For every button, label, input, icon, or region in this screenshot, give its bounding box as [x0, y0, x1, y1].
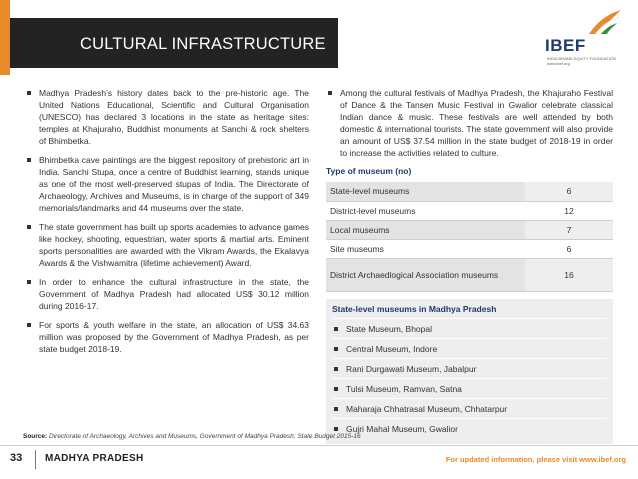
state-museums-list	[332, 318, 607, 438]
table-cell-value: 12	[564, 205, 574, 216]
table-cell-label: Local museums	[326, 220, 525, 239]
list-item: In order to enhance the cultural infrastructure in the state, the Government of Madhya Pradesh had allocated US$ 30.12 million during 2016-17.	[25, 276, 309, 312]
list-item: Central Museum, Indore	[332, 338, 607, 358]
source-text: Directorate of Archaeology, Archives and Museums, Government of Madhya Pradesh; State Budget 2015-16	[49, 433, 361, 440]
table-cell-label: State-level museums	[326, 182, 525, 201]
table-cell-value: 7	[525, 220, 613, 239]
list-item: The state government has built up sports academies to advance games like hockey, shooting, equestrian, water sports & martial arts. Eminent sports personalities are awarded with the Vikram Awards, the Ekalavya Awards & the Vishwamitra (lifetime achievement) Award.	[25, 221, 309, 269]
logo-wordmark: IBEF	[545, 36, 586, 55]
tricolor-bird-icon	[585, 8, 625, 36]
table-row	[326, 220, 613, 239]
page-title: CULTURAL INFRASTRUCTURE	[80, 35, 326, 53]
list-item: Maharaja Chhatrasal Museum, Chhatarpur	[332, 398, 607, 418]
footer-website-link[interactable]: For updated information, please visit www.ibef.org	[445, 455, 626, 464]
list-item: Madhya Pradesh’s history dates back to the pre-historic age. The United Nations Educational, Scientific and Cultural Organisation (UNESCO) has declared 3 locations in the state as heritage sites: temples at Khajuraho, Buddhist monuments at Sanchi & rock shelters of Bhimbetka.	[25, 87, 309, 147]
left-bullet-list	[25, 87, 309, 355]
list-item: State Museum, Bhopal	[332, 318, 607, 338]
table-cell-label: Site museums	[330, 243, 384, 254]
accent-bar	[0, 0, 10, 75]
table-row	[326, 258, 613, 291]
table-cell-value: 16	[525, 258, 613, 291]
list-item: Gujri Mahal Museum, Gwalior	[332, 418, 607, 438]
table-row	[326, 182, 613, 201]
table-row	[326, 239, 613, 258]
right-column	[326, 87, 613, 444]
museum-table-title: Type of museum (no)	[326, 166, 412, 176]
source-note	[23, 433, 361, 440]
footer-separator	[35, 450, 36, 469]
list-item: Among the cultural festivals of Madhya Pradesh, the Khajuraho Festival of Dance & the Tansen Music Festival in Gwalior celebrate classical Indian dance & music. These festivals are well attended by both domestic & international tourists. The state government will also provide an amount of US$ 37.54 million in the state budget of 2018-19 in order to increase the activities related to culture.	[326, 87, 613, 159]
page-number: 33	[10, 452, 23, 464]
table-cell-label: District Archaedlogical Association museums	[326, 258, 525, 291]
state-museums-box	[326, 299, 613, 444]
table-cell-label: District-level museums	[330, 205, 416, 216]
logo-tagline: INDIA BRAND EQUITY FOUNDATION www.ibef.org	[547, 56, 616, 66]
list-item: Rani Durgawati Museum, Jabalpur	[332, 358, 607, 378]
right-bullet-list	[326, 87, 613, 159]
state-museums-title: State-level museums in Madhya Pradesh	[332, 303, 497, 314]
list-item: Bhimbetka cave paintings are the biggest repository of prehistoric art in India. Sanchi Stupa, once a centre of Buddhist learning, stands unique as one of the most well-preserved stupas of India. The Directorate of Archaeology, Archives and Museums, is in charge of the support of 349 memorials/landmarks and 44 museums over the state.	[25, 154, 309, 214]
left-column	[25, 87, 309, 362]
table-cell-value: 6	[525, 182, 613, 201]
list-item: For sports & youth welfare in the state, an allocation of US$ 34.63 million was proposed by the Government of Madhya Pradesh, as per state budget 2018-19.	[25, 319, 309, 355]
footer-state-name: MADHYA PRADESH	[45, 453, 144, 464]
source-label: Source:	[23, 433, 48, 440]
table-row	[326, 201, 613, 220]
museum-type-table	[326, 182, 613, 292]
ibef-logo	[535, 8, 630, 70]
list-item: Tulsi Museum, Ramvan, Satna	[332, 378, 607, 398]
table-cell-value: 6	[566, 243, 572, 254]
footer-divider	[0, 445, 638, 446]
